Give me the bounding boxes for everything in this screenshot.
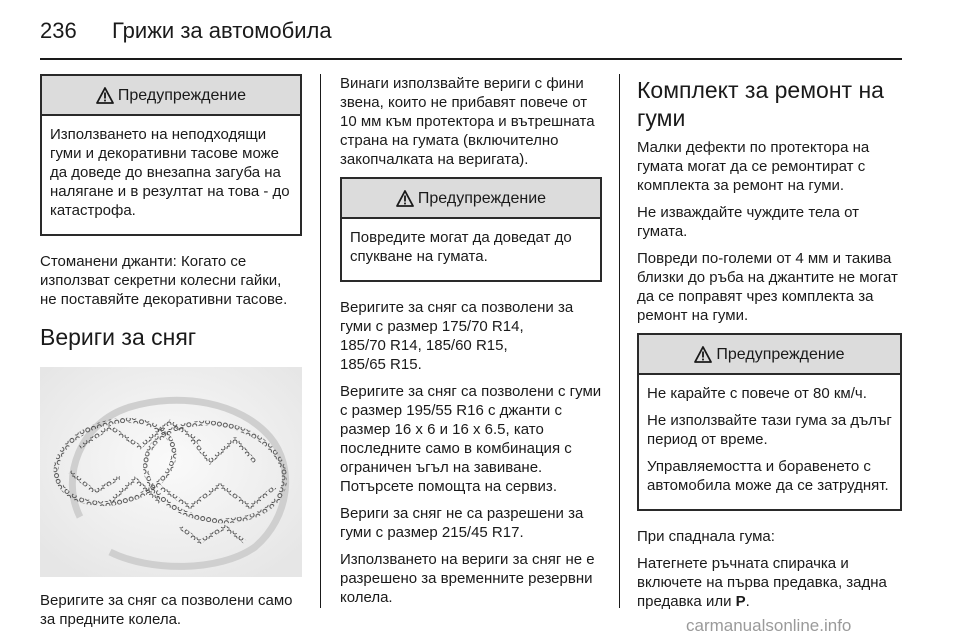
warning-box-tires: [40, 74, 302, 236]
snow-chains-illustration: [40, 367, 302, 577]
warning-triangle-icon: [396, 190, 414, 207]
warning-line-2: Не използвайте тази гума за дълъг период от време.: [647, 412, 892, 448]
warning-line-3: Управляемостта и боравенето с автомобила може да се затруднят.: [647, 458, 889, 494]
page-header: [40, 14, 920, 50]
column-2: [340, 74, 602, 615]
allowed-sizes-paragraph: [340, 298, 602, 374]
handbrake-end: .: [745, 593, 750, 610]
warning-title: Предупреждение: [117, 86, 247, 104]
steel-rims-paragraph: Стоманени джанти: Когато се използват секретни колесни гайки, не поставяйте декоративни тасове.: [40, 253, 288, 308]
repair-kit-paragraph-2: Не изваждайте чуждите тела от гумата.: [637, 204, 860, 240]
handbrake-paragraph: [637, 554, 902, 611]
warning-text: Повредите могат да доведат до спукване на гумата.: [350, 229, 572, 265]
warning-body: [342, 219, 600, 280]
header-rule: [40, 58, 902, 60]
page-number: 236: [40, 18, 77, 43]
repair-kit-heading: Комплект за ремонт на гуми: [637, 77, 884, 131]
warning-triangle-icon: [694, 346, 712, 363]
spare-wheel-paragraph: Използването на вериги за сняг не е разрешено за временните резервни колела.: [340, 551, 595, 606]
park-gear-label: P: [735, 593, 746, 610]
size-195-text: Веригите за сняг са позволени с гуми с размер 195/55 R16 с джанти с размер 16 x 6 и 16 x 6.5, като последните само в комбинация с ограничен ъгъл на завиване.: [340, 383, 602, 476]
warning-header: [639, 335, 900, 375]
warning-title: Предупреждение: [716, 345, 845, 363]
warning-body: [639, 375, 900, 509]
warning-line-1: Не карайте с повече от 80 км/ч.: [647, 385, 867, 402]
column-1: [40, 74, 302, 637]
allowed-sizes-line-2: 185/70 R14, 185/60 R15,: [340, 337, 508, 354]
flat-tire-paragraph: При спаднала гума:: [637, 528, 775, 545]
warning-title: Предупреждение: [417, 189, 547, 207]
warning-box-speed: [637, 333, 902, 511]
column-divider-1: [320, 74, 321, 608]
warning-box-damage: [340, 177, 602, 282]
warning-header: [342, 179, 600, 219]
page-title: Грижи за автомобила: [112, 18, 332, 43]
size-195-paragraph: [340, 382, 602, 496]
column-divider-2: [619, 74, 620, 608]
fine-link-chains-paragraph: Винаги използвайте вериги с фини звена, които не прибавят повече от 10 мм към протектора и вътрешната страна на гумата (включително закопчалката на веригата).: [340, 75, 595, 168]
watermark: carmanualsonline.info: [686, 616, 852, 635]
snow-chains-heading: Вериги за сняг: [40, 324, 197, 350]
repair-kit-paragraph-1: Малки дефекти по протектора на гумата могат да се ремонтират с комплекта за ремонт на гуми.: [637, 139, 870, 194]
allowed-sizes-line-1: Веригите за сняг са позволени за гуми с размер 175/70 R14,: [340, 299, 574, 335]
service-hint: Потърсете помощта на сервиз.: [340, 478, 557, 495]
warning-header: [42, 76, 300, 116]
repair-kit-paragraph-3: Повреди по-големи от 4 мм и такива близки до ръба на джантите не могат да се поправят чрез комплекта за ремонт на гуми.: [637, 250, 898, 324]
allowed-sizes-line-3: 185/65 R15.: [340, 356, 422, 373]
figure-caption: Веригите за сняг са позволени само за предните колела.: [40, 592, 293, 628]
warning-triangle-icon: [96, 87, 114, 104]
handbrake-text: Натегнете ръчната спирачка и включете на първа предавка, задна предавка или: [637, 555, 887, 610]
column-3: [637, 74, 902, 619]
not-allowed-paragraph: Вериги за сняг не са разрешени за гуми с размер 215/45 R17.: [340, 505, 584, 541]
warning-text: Използването на неподходящи гуми и декоративни тасове може да доведе до внезапна загуба на налягане и в резултат на това - до катастрофа.: [50, 126, 290, 219]
warning-body: [42, 116, 300, 234]
